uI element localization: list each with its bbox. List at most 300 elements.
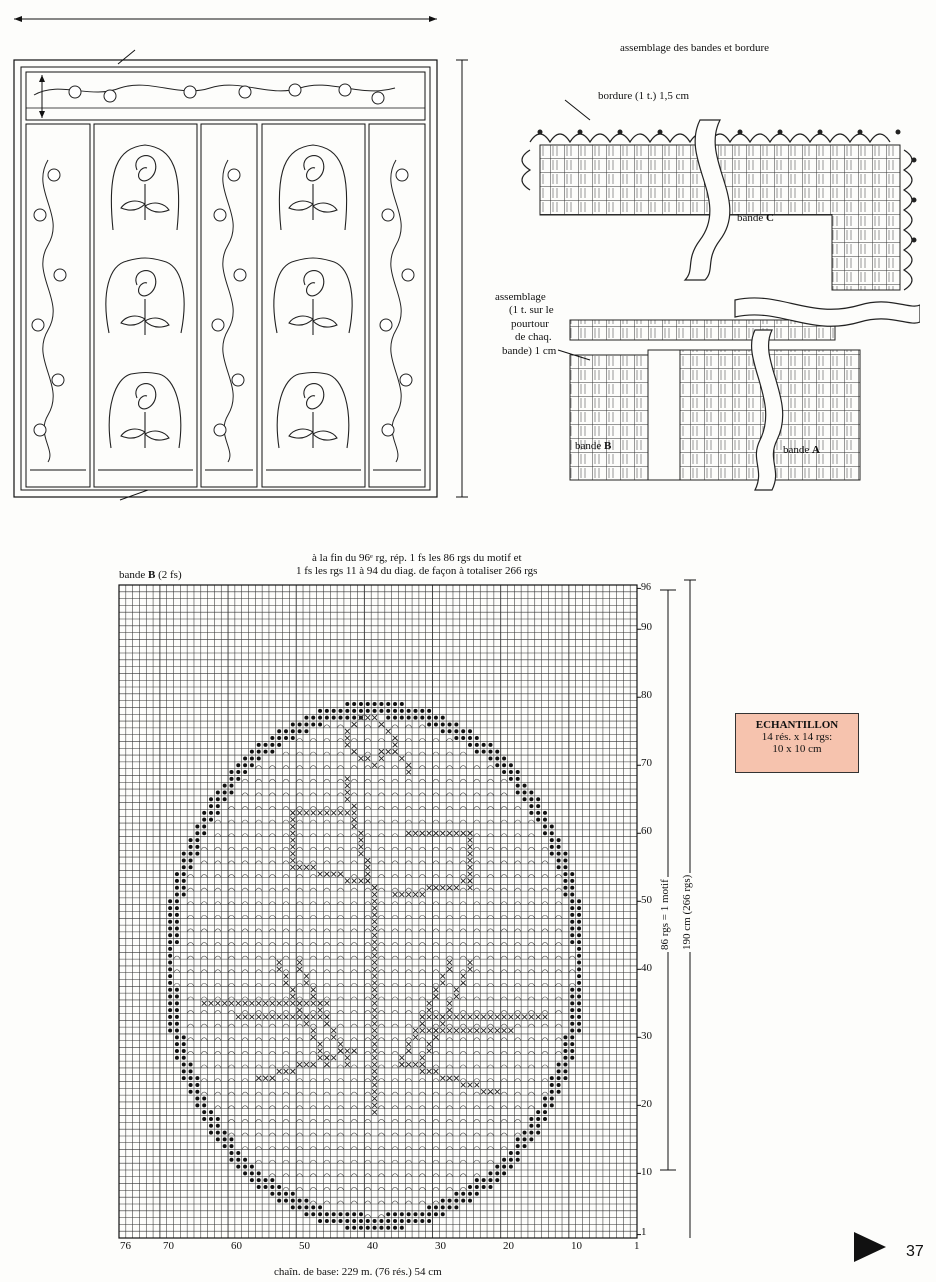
lacet-mark xyxy=(487,983,494,986)
lacet-mark xyxy=(351,1201,358,1204)
cross-stitch-mark xyxy=(522,1015,527,1020)
lacet-mark xyxy=(419,1133,426,1136)
solid-mesh-mark xyxy=(373,1219,377,1223)
solid-mesh-mark xyxy=(563,1063,567,1067)
cross-stitch-mark xyxy=(406,1062,411,1067)
lacet-mark xyxy=(378,1106,385,1109)
lacet-mark xyxy=(405,956,412,959)
solid-mesh-mark xyxy=(311,1205,315,1209)
solid-mesh-mark xyxy=(250,763,254,767)
lacet-mark xyxy=(446,793,453,796)
lacet-mark xyxy=(487,970,494,973)
solid-mesh-mark xyxy=(557,1069,561,1073)
solid-mesh-mark xyxy=(182,872,186,876)
lacet-mark xyxy=(323,806,330,809)
lacet-mark xyxy=(446,997,453,1000)
cross-stitch-mark xyxy=(481,1015,486,1020)
lacet-mark xyxy=(446,861,453,864)
row-label-90: 90 xyxy=(641,621,652,633)
lacet-mark xyxy=(283,752,290,755)
lacet-mark xyxy=(242,1051,249,1054)
cross-stitch-mark xyxy=(352,1049,357,1054)
solid-mesh-mark xyxy=(461,1192,465,1196)
lacet-mark xyxy=(269,1065,276,1068)
lacet-mark xyxy=(351,902,358,905)
lacet-mark xyxy=(419,1147,426,1150)
lacet-mark xyxy=(228,834,235,837)
lacet-mark xyxy=(542,915,549,918)
lacet-mark xyxy=(473,1106,480,1109)
cross-stitch-mark xyxy=(440,1021,445,1026)
solid-mesh-mark xyxy=(182,886,186,890)
lacet-mark xyxy=(446,1065,453,1068)
solid-mesh-mark xyxy=(529,1117,533,1121)
lacet-mark xyxy=(501,929,508,932)
solid-mesh-mark xyxy=(264,743,268,747)
solid-mesh-mark xyxy=(577,933,581,937)
lacet-mark xyxy=(378,1038,385,1041)
cross-stitch-mark xyxy=(406,831,411,836)
lacet-mark xyxy=(323,1133,330,1136)
lacet-mark xyxy=(351,997,358,1000)
lacet-mark xyxy=(419,1051,426,1054)
lacet-mark xyxy=(460,806,467,809)
cross-stitch-mark xyxy=(495,1089,500,1094)
lacet-mark xyxy=(433,752,440,755)
lacet-mark xyxy=(378,738,385,741)
solid-mesh-mark xyxy=(175,906,179,910)
solid-mesh-mark xyxy=(175,1022,179,1026)
solid-mesh-mark xyxy=(570,1049,574,1053)
lacet-mark xyxy=(460,970,467,973)
solid-mesh-mark xyxy=(475,1185,479,1189)
cross-stitch-mark xyxy=(324,1055,329,1060)
lacet-mark xyxy=(446,902,453,905)
lacet-mark xyxy=(228,942,235,945)
lacet-mark xyxy=(310,956,317,959)
solid-mesh-mark xyxy=(570,1035,574,1039)
cross-stitch-mark xyxy=(372,1110,377,1115)
solid-mesh-mark xyxy=(488,1171,492,1175)
solid-mesh-mark xyxy=(202,811,206,815)
cross-stitch-mark xyxy=(290,865,295,870)
solid-mesh-mark xyxy=(284,729,288,733)
solid-mesh-mark xyxy=(325,1212,329,1216)
cross-stitch-mark xyxy=(311,1015,316,1020)
lacet-mark xyxy=(337,1065,344,1068)
solid-mesh-mark xyxy=(379,702,383,706)
lacet-mark xyxy=(187,874,194,877)
lacet-mark xyxy=(296,793,303,796)
lacet-mark xyxy=(242,847,249,850)
cross-stitch-mark xyxy=(297,1062,302,1067)
solid-mesh-mark xyxy=(209,1131,213,1135)
solid-mesh-mark xyxy=(339,1219,343,1223)
lacet-mark xyxy=(283,1174,290,1177)
lacet-mark xyxy=(351,793,358,796)
lacet-mark xyxy=(269,766,276,769)
lacet-mark xyxy=(501,915,508,918)
cross-stitch-mark xyxy=(393,742,398,747)
cross-stitch-mark xyxy=(318,872,323,877)
cross-stitch-mark xyxy=(372,1015,377,1020)
lacet-mark xyxy=(323,752,330,755)
col-label-40: 40 xyxy=(367,1240,378,1252)
lacet-mark xyxy=(201,1010,208,1013)
lacet-mark xyxy=(555,1024,562,1027)
lacet-mark xyxy=(487,806,494,809)
lacet-mark xyxy=(446,942,453,945)
cross-stitch-mark xyxy=(359,851,364,856)
lacet-mark xyxy=(351,1092,358,1095)
lacet-mark xyxy=(378,1010,385,1013)
lacet-mark xyxy=(487,1078,494,1081)
solid-mesh-mark xyxy=(195,845,199,849)
solid-mesh-mark xyxy=(543,811,547,815)
lacet-mark xyxy=(228,997,235,1000)
cross-stitch-mark xyxy=(427,1015,432,1020)
lacet-mark xyxy=(555,956,562,959)
solid-mesh-mark xyxy=(577,981,581,985)
lacet-mark xyxy=(364,1010,371,1013)
lacet-mark xyxy=(255,1038,262,1041)
solid-mesh-mark xyxy=(379,709,383,713)
lacet-mark xyxy=(364,806,371,809)
cross-stitch-mark xyxy=(488,1015,493,1020)
solid-mesh-mark xyxy=(345,716,349,720)
lacet-mark xyxy=(283,956,290,959)
solid-mesh-mark xyxy=(175,1029,179,1033)
lacet-mark xyxy=(242,874,249,877)
lacet-mark xyxy=(228,1133,235,1136)
solid-mesh-mark xyxy=(195,852,199,856)
lacet-mark xyxy=(514,806,521,809)
chart-title: bande B (2 fs) xyxy=(119,569,182,581)
solid-mesh-mark xyxy=(434,722,438,726)
lacet-mark xyxy=(460,766,467,769)
lacet-mark xyxy=(269,806,276,809)
solid-mesh-mark xyxy=(570,1022,574,1026)
lacet-mark xyxy=(310,929,317,932)
lacet-mark xyxy=(337,1038,344,1041)
lacet-mark xyxy=(310,793,317,796)
lacet-mark xyxy=(542,983,549,986)
cross-stitch-mark xyxy=(454,831,459,836)
lacet-mark xyxy=(405,847,412,850)
cross-stitch-mark xyxy=(427,1028,432,1033)
lacet-mark xyxy=(351,1174,358,1177)
lacet-mark xyxy=(255,793,262,796)
lacet-mark xyxy=(228,1106,235,1109)
solid-mesh-mark xyxy=(250,756,254,760)
solid-mesh-mark xyxy=(373,1226,377,1230)
lacet-mark xyxy=(501,902,508,905)
solid-mesh-mark xyxy=(168,920,172,924)
cross-stitch-mark xyxy=(393,749,398,754)
col-label-76: 76 xyxy=(120,1240,131,1252)
lacet-mark xyxy=(187,888,194,891)
lacet-mark xyxy=(296,874,303,877)
solid-mesh-mark xyxy=(216,797,220,801)
lacet-mark xyxy=(187,970,194,973)
solid-mesh-mark xyxy=(557,1063,561,1067)
cross-stitch-mark xyxy=(481,1089,486,1094)
solid-mesh-mark xyxy=(441,1199,445,1203)
cross-stitch-mark xyxy=(468,1015,473,1020)
solid-mesh-mark xyxy=(529,797,533,801)
lacet-mark xyxy=(487,874,494,877)
cross-stitch-mark xyxy=(454,994,459,999)
lacet-mark xyxy=(514,1051,521,1054)
assembly-note-4: de chaq. xyxy=(515,331,552,343)
lacet-mark xyxy=(255,1092,262,1095)
cross-stitch-mark xyxy=(256,1001,261,1006)
solid-mesh-mark xyxy=(345,1219,349,1223)
solid-mesh-mark xyxy=(379,1219,383,1223)
cross-stitch-mark xyxy=(372,1103,377,1108)
lacet-mark xyxy=(501,983,508,986)
lacet-mark xyxy=(351,738,358,741)
cross-stitch-mark xyxy=(297,960,302,965)
lacet-mark xyxy=(433,929,440,932)
lacet-mark xyxy=(364,942,371,945)
lacet-mark xyxy=(214,847,221,850)
lacet-mark xyxy=(378,820,385,823)
lacet-mark xyxy=(310,847,317,850)
lacet-mark xyxy=(555,1038,562,1041)
solid-mesh-mark xyxy=(366,709,370,713)
lacet-mark xyxy=(283,861,290,864)
lacet-mark xyxy=(528,1065,535,1068)
lacet-mark xyxy=(433,1024,440,1027)
lacet-mark xyxy=(528,861,535,864)
solid-mesh-mark xyxy=(400,1219,404,1223)
lacet-mark xyxy=(433,1133,440,1136)
lacet-mark xyxy=(528,820,535,823)
lacet-mark xyxy=(337,861,344,864)
cross-stitch-mark xyxy=(359,844,364,849)
lacet-mark xyxy=(187,942,194,945)
lacet-mark xyxy=(269,1051,276,1054)
lacet-mark xyxy=(378,834,385,837)
solid-mesh-mark xyxy=(325,1219,329,1223)
solid-mesh-mark xyxy=(570,1015,574,1019)
cross-stitch-mark xyxy=(243,1015,248,1020)
lacet-mark xyxy=(473,1078,480,1081)
lacet-mark xyxy=(514,1092,521,1095)
lacet-mark xyxy=(228,806,235,809)
lacet-mark xyxy=(460,1024,467,1027)
cross-stitch-mark xyxy=(543,1015,548,1020)
cross-stitch-mark xyxy=(263,1001,268,1006)
cross-stitch-mark xyxy=(222,1001,227,1006)
lacet-mark xyxy=(473,902,480,905)
solid-mesh-mark xyxy=(182,879,186,883)
lacet-mark xyxy=(201,942,208,945)
lacet-mark xyxy=(351,942,358,945)
solid-mesh-mark xyxy=(420,1212,424,1216)
cross-stitch-mark xyxy=(420,1062,425,1067)
lacet-mark xyxy=(364,1024,371,1027)
lacet-mark xyxy=(283,1038,290,1041)
lacet-mark xyxy=(501,847,508,850)
solid-mesh-mark xyxy=(182,892,186,896)
lacet-mark xyxy=(187,915,194,918)
lacet-mark xyxy=(460,1065,467,1068)
solid-mesh-mark xyxy=(373,709,377,713)
solid-mesh-mark xyxy=(345,1226,349,1230)
lacet-mark xyxy=(323,1147,330,1150)
cross-stitch-mark xyxy=(318,810,323,815)
lacet-mark xyxy=(242,1065,249,1068)
next-page-arrow-icon[interactable] xyxy=(854,1232,886,1262)
cross-stitch-mark xyxy=(440,974,445,979)
lacet-mark xyxy=(528,834,535,837)
lacet-mark xyxy=(433,902,440,905)
solid-mesh-mark xyxy=(332,709,336,713)
lacet-mark xyxy=(283,874,290,877)
lacet-mark xyxy=(487,1160,494,1163)
cross-stitch-mark xyxy=(468,1028,473,1033)
lacet-mark xyxy=(269,956,276,959)
solid-mesh-mark xyxy=(400,709,404,713)
cross-stitch-mark xyxy=(324,1062,329,1067)
lacet-mark xyxy=(269,820,276,823)
solid-mesh-mark xyxy=(516,1158,520,1162)
lacet-mark xyxy=(255,1160,262,1163)
cross-stitch-mark xyxy=(434,1015,439,1020)
lacet-mark xyxy=(337,1133,344,1136)
lacet-mark xyxy=(392,793,399,796)
lacet-mark xyxy=(269,1038,276,1041)
lacet-mark xyxy=(528,970,535,973)
lacet-mark xyxy=(174,983,181,986)
cross-stitch-mark xyxy=(447,1028,452,1033)
row-label-1: 1 xyxy=(641,1226,647,1238)
lacet-mark xyxy=(555,1051,562,1054)
solid-mesh-mark xyxy=(277,736,281,740)
lacet-mark xyxy=(255,997,262,1000)
lacet-mark xyxy=(296,834,303,837)
solid-mesh-mark xyxy=(291,1192,295,1196)
lacet-mark xyxy=(310,1174,317,1177)
lacet-mark xyxy=(528,1106,535,1109)
cross-stitch-mark xyxy=(393,892,398,897)
lacet-mark xyxy=(364,738,371,741)
lacet-mark xyxy=(242,1106,249,1109)
cross-stitch-mark xyxy=(297,865,302,870)
solid-mesh-mark xyxy=(352,1219,356,1223)
cross-stitch-mark xyxy=(318,1015,323,1020)
lacet-mark xyxy=(501,806,508,809)
cross-stitch-mark xyxy=(236,1015,241,1020)
lacet-mark xyxy=(242,820,249,823)
lacet-mark xyxy=(187,997,194,1000)
solid-mesh-mark xyxy=(291,1199,295,1203)
lacet-mark xyxy=(473,847,480,850)
lacet-mark xyxy=(433,793,440,796)
lacet-mark xyxy=(351,861,358,864)
lacet-mark xyxy=(501,1065,508,1068)
solid-mesh-mark xyxy=(332,1219,336,1223)
lacet-mark xyxy=(569,956,576,959)
lacet-mark xyxy=(187,1010,194,1013)
lacet-mark xyxy=(283,902,290,905)
lacet-mark xyxy=(296,1038,303,1041)
solid-mesh-mark xyxy=(291,729,295,733)
row-label-70: 70 xyxy=(641,757,652,769)
lacet-mark xyxy=(528,902,535,905)
solid-mesh-mark xyxy=(168,913,172,917)
solid-mesh-mark xyxy=(318,716,322,720)
lacet-mark xyxy=(323,1051,330,1054)
lacet-mark xyxy=(378,874,385,877)
lacet-mark xyxy=(323,1092,330,1095)
cross-stitch-mark xyxy=(365,858,370,863)
lacet-mark xyxy=(269,847,276,850)
cross-stitch-mark xyxy=(372,1055,377,1060)
solid-mesh-mark xyxy=(529,804,533,808)
solid-mesh-mark xyxy=(359,1212,363,1216)
lacet-mark xyxy=(310,1160,317,1163)
solid-mesh-mark xyxy=(543,1097,547,1101)
cross-stitch-mark xyxy=(468,831,473,836)
lacet-mark xyxy=(555,970,562,973)
lacet-mark xyxy=(242,942,249,945)
solid-mesh-mark xyxy=(550,838,554,842)
solid-mesh-mark xyxy=(168,988,172,992)
lacet-mark xyxy=(419,847,426,850)
cross-stitch-mark xyxy=(256,1015,261,1020)
lacet-mark xyxy=(378,793,385,796)
lacet-mark xyxy=(446,956,453,959)
lacet-mark xyxy=(255,820,262,823)
lacet-mark xyxy=(337,847,344,850)
solid-mesh-mark xyxy=(577,954,581,958)
cross-stitch-mark xyxy=(250,1015,255,1020)
cross-stitch-mark xyxy=(290,1069,295,1074)
cross-stitch-mark xyxy=(461,1015,466,1020)
lacet-mark xyxy=(323,1106,330,1109)
cross-stitch-mark xyxy=(352,824,357,829)
cross-stitch-mark xyxy=(468,838,473,843)
solid-mesh-mark xyxy=(325,716,329,720)
col-label-30: 30 xyxy=(435,1240,446,1252)
solid-mesh-mark xyxy=(168,940,172,944)
solid-mesh-mark xyxy=(352,709,356,713)
lacet-mark xyxy=(446,874,453,877)
solid-mesh-mark xyxy=(550,824,554,828)
solid-mesh-mark xyxy=(175,892,179,896)
lacet-mark xyxy=(473,929,480,932)
cross-stitch-mark xyxy=(468,865,473,870)
solid-mesh-mark xyxy=(563,1076,567,1080)
lacet-mark xyxy=(214,861,221,864)
lacet-mark xyxy=(392,1065,399,1068)
cross-stitch-mark xyxy=(209,1001,214,1006)
solid-mesh-mark xyxy=(304,722,308,726)
lacet-mark xyxy=(283,1010,290,1013)
lacet-mark xyxy=(296,1187,303,1190)
solid-mesh-mark xyxy=(359,702,363,706)
cross-stitch-mark xyxy=(420,1021,425,1026)
lacet-mark xyxy=(514,915,521,918)
solid-mesh-mark xyxy=(502,1171,506,1175)
lacet-mark xyxy=(446,983,453,986)
lacet-mark xyxy=(419,766,426,769)
lacet-mark xyxy=(296,942,303,945)
solid-mesh-mark xyxy=(304,1212,308,1216)
